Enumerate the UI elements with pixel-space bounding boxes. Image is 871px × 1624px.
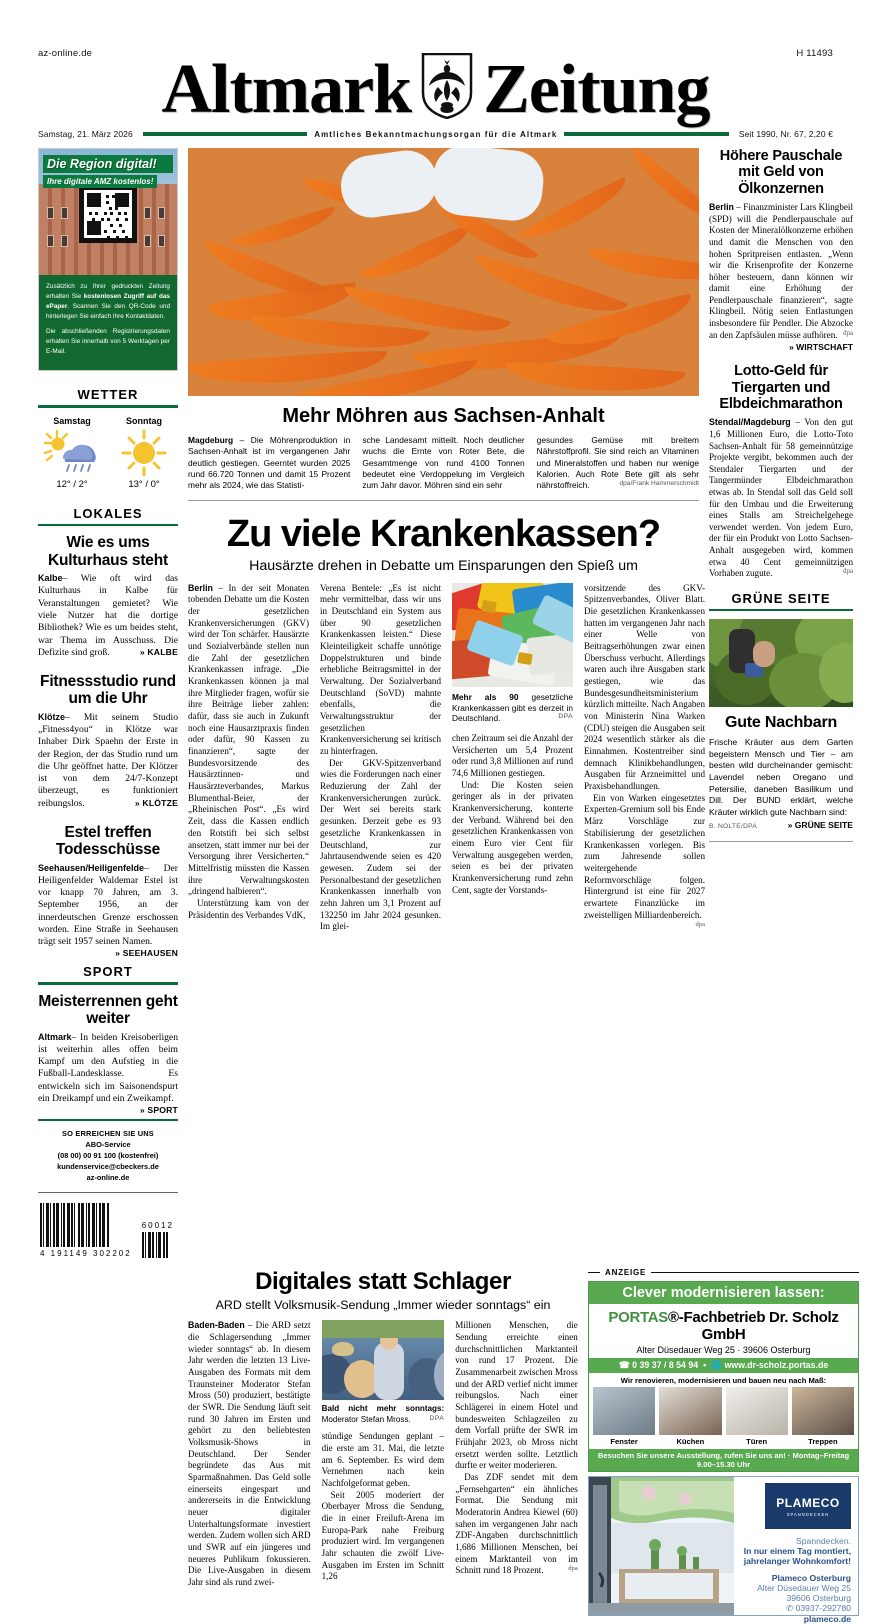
teaser-pendlerpauschale[interactable] xyxy=(709,148,853,352)
promo-subheadline: Ihre digitale AMZ kostenlos! xyxy=(43,175,157,188)
teaser-place: Kalbe xyxy=(38,573,63,584)
teaser-title: Wie es ums Kulturhaus steht xyxy=(48,534,168,569)
teaser-title: Lotto-Geld für Tiergarten und Elbdeichmarathon xyxy=(719,363,843,412)
main-col-4 xyxy=(584,583,705,933)
gruene-seite-heading: GRÜNE SEITE xyxy=(731,590,831,606)
portas-thumbnails xyxy=(589,1387,858,1435)
main-article-subtitle: Hausärzte drehen in Debatte um Einsparungen den Spieß um xyxy=(249,557,638,574)
health-insurance-cards-photo xyxy=(452,583,573,687)
label-treppen: Treppen xyxy=(808,1437,838,1447)
plameco-name: Plameco Osterburg xyxy=(771,1573,851,1584)
bottom-col-1 xyxy=(188,1320,311,1588)
teaser-lotto-geld[interactable] xyxy=(709,363,853,579)
caption-text: Moderator Stefan Mross. xyxy=(321,1414,411,1424)
portas-web[interactable]: www.dr-scholz.portas.de xyxy=(724,1360,829,1371)
contact-block xyxy=(38,1128,178,1184)
bottom-article-title: Digitales statt Schlager xyxy=(255,1268,511,1296)
weather-heading: WETTER xyxy=(77,387,139,403)
contact-divider xyxy=(38,1192,178,1193)
lokales-rule xyxy=(38,524,178,527)
promo-text-2: Die abschließenden Registrierungsdaten erhalten Sie innerhalb von 5 Werktagen per E-Mail. xyxy=(46,327,170,355)
teaser-title: Fitnessstudio rund um die Uhr xyxy=(40,673,176,708)
barcode-digits: 4 191149 302202 xyxy=(40,1249,132,1259)
contact-heading: SO ERREICHEN SIE UNS xyxy=(62,1128,154,1138)
main-credit: dpa xyxy=(695,921,705,929)
plameco-phone-number[interactable]: 03937-292780 xyxy=(795,1603,851,1614)
weather-widget[interactable] xyxy=(38,416,178,490)
promo-body xyxy=(39,275,177,370)
anzeige-line-left xyxy=(588,1272,600,1273)
plameco-line3: jahrelanger Wohnkomfort! xyxy=(743,1556,851,1567)
main-col-3 xyxy=(452,583,573,933)
ean-addon-barcode xyxy=(142,1232,174,1258)
plameco-logo-text: PLAMECO xyxy=(776,1495,840,1510)
teaser-place: Berlin xyxy=(709,202,734,213)
main-article-body xyxy=(188,582,705,933)
plameco-line1: Spanndecken. xyxy=(796,1536,851,1547)
teaser-body: – Mit seinem Studio „Fitness4you“ in Klötze war Inhaber Dirk Spaehn der Erste in der Region, der das Studio rund um die Uhr geöffnet hatte. Der Klötzer ist von dem 24/7-Konzept überzeugt, es funktioniert reibungslos. xyxy=(38,711,178,809)
phone-icon: ✆ xyxy=(785,1603,794,1614)
teaser-ref[interactable]: » WIRTSCHAFT xyxy=(789,342,853,353)
teaser-ref[interactable]: » KLÖTZE xyxy=(134,797,178,808)
bottom-article xyxy=(188,1268,578,1616)
issue-info: Seit 1990, Nr. 67, 2,20 € xyxy=(738,129,833,139)
bottom-text-3b xyxy=(455,1472,578,1577)
bottom-col-3 xyxy=(455,1320,578,1588)
main-col-1 xyxy=(188,583,309,933)
teaser-place: Seehausen/Heiligenfelde xyxy=(38,862,145,873)
lead-article-title: Mehr Möhren aus Sachsen-Anhalt xyxy=(282,405,605,427)
right-column-divider xyxy=(709,841,853,842)
teaser-body: – In beiden Kreisoberligen ist weiterhin alles offen beim Kampf um den Aufstieg in die Fußball-Landesklasse. Es entwickeln sich im Saisonendspurt ein Dreikampf und ein Zweikampf. xyxy=(38,1031,178,1104)
portas-footer: Besuchen Sie unsere Ausstellung, rufen Sie uns an! · Montag–Freitag 9.00–15.30 Uhr xyxy=(589,1449,858,1471)
teaser-body: – Von den gut 1,6 Millionen Euro, die Lotto-Toto Sachsen-Anhalt für 58 gemeinnützige Projekte vergibt, bekommen auch der Stendaler Tiergarten und der Tangermünder Elbdeichmarathon etwas ab. In Stendal soll das Geld soll für den Umbau und die Erweiterung eines Stalls am Streichelgehege verwendet werden. Von jedem Euro, der für ein Produkt von Lotto Sachsen-Anhalt ausgegeben wird, kommen etwa 40 Cent gemeinnützigen Vorhaben zugute. xyxy=(709,417,853,579)
bottom-col-2 xyxy=(322,1320,445,1588)
promo-text-1a: Zusätzlich zu Ihrer gedruckten Zeitung erhalten Sie xyxy=(46,283,170,300)
plameco-ad[interactable] xyxy=(588,1476,859,1624)
teaser-estel[interactable] xyxy=(38,823,178,959)
weather-day-saturday[interactable] xyxy=(38,416,106,490)
label-fenster: Fenster xyxy=(610,1437,638,1447)
contact-email[interactable]: kundenservice@cbeckers.de xyxy=(57,1162,159,1172)
portas-phone[interactable]: 0 39 37 / 8 54 94 xyxy=(632,1360,699,1371)
main-text-2b: Der GKV-Spitzenverband wies die Forderungen nach einer Reduzierung der Zahl der Krankenversicherungen zurück. Der Wert sei bereits stark gesunken. Derzeit gebe es 93 gesetzliche Krankenkassen in Deutschland, zur Jahrtausendwende seien es 420 gewesen. Zudem sei der Personalbestand der gesetzlichen Krankenkassen innerhalb von zehn Jahren um 3,1 Prozent auf 132250 im Jahr 2024 gesunken. Im glei- xyxy=(320,757,441,932)
weather-rule xyxy=(38,405,178,408)
main-article-title: Zu viele Krankenkassen? xyxy=(226,512,661,555)
publication-code: H 11493 xyxy=(796,48,833,59)
portas-slogan: Wir renovieren, modernisieren und bauen neu nach Maß: xyxy=(620,1376,827,1386)
caption-lead: Bald nicht mehr sonntags: xyxy=(321,1404,445,1414)
label-kuechen: Küchen xyxy=(676,1437,705,1447)
epaper-promo-ad[interactable] xyxy=(38,148,178,371)
portas-brand xyxy=(589,1304,858,1345)
teaser-ref[interactable]: » SEEHAUSEN xyxy=(115,948,178,959)
lead-article-body xyxy=(188,435,699,492)
globe-icon: 🌐 xyxy=(711,1360,723,1371)
lead-place: Magdeburg xyxy=(188,435,234,445)
bottom-text-1: – Die ARD setzt die Schlagersendung „Immer wieder sonntags“ ab. In diesem Jahr werden die letzten 13 Live-Ausgaben des Formats mit dem Traunsteiner Moderator Stefan Mross (50) produziert, bestätigte der SWR. Die Sendung läuft seit rund 30 Jahren im Ersten und gehört zu den beliebtesten Volksmusik-Shows in Deutschland. Der Sender begründete das Aus mit Sparmaßnahmen. Das Geld solle einerseits eingespart und andererseits in die Entwicklung neuer digitaler Unterhaltungsformate investiert werden. Zudem wollen sich ARD und SWR auf ein jüngeres und neueres Publikum fokussieren. Die Live-Ausgaben in diesem Jahr sind als rund zwei- xyxy=(188,1320,311,1588)
promo-text-1c: . Scannen Sie den QR-Code und hinterlegen Sie einfach Ihre Kontaktdaten. xyxy=(46,302,170,320)
plameco-logo xyxy=(765,1483,851,1529)
lead-divider xyxy=(188,500,699,501)
anzeige-label: ANZEIGE xyxy=(605,1268,647,1278)
plameco-line2: In nur einem Tag montiert, xyxy=(743,1546,851,1557)
bottom-photo-caption xyxy=(322,1404,445,1425)
sport-rule xyxy=(38,982,178,985)
caption-lead: Mehr als 90 xyxy=(452,691,519,702)
weather-day-name: Sonntag xyxy=(126,415,162,426)
masthead-title-left: Altmark xyxy=(161,50,412,128)
promo-text-1b: kostenlosen Zugriff auf das ePaper xyxy=(46,292,170,310)
main-text-1b: Unterstützung kam von der Präsidentin des Verbandes VdK, xyxy=(188,897,309,920)
rule-left xyxy=(143,132,307,136)
right-column xyxy=(709,148,853,1258)
teaser-kulturhaus[interactable] xyxy=(38,534,178,659)
main-place: Berlin xyxy=(188,582,213,593)
barcode-area xyxy=(38,1203,178,1258)
lead-text-3: gesundes Gemüse mit breitem Nährstoffprofil. Sie sind reich an Vitaminen und Mineralstoffen und haben nur wenige Kalorien. Auch Rote Bete gilt als sehr nährstoffreich. xyxy=(536,435,699,491)
tagline-wrap xyxy=(143,130,729,139)
teaser-credit: B. NOLTE/DPA xyxy=(709,823,758,831)
teaser-ref[interactable]: » GRÜNE SEITE xyxy=(787,820,853,831)
prussian-eagle-crest-icon xyxy=(421,53,473,119)
bottom-article-subtitle: ARD stellt Volksmusik-Sendung „Immer wieder sonntags“ ein xyxy=(215,1298,551,1313)
sport-heading: SPORT xyxy=(83,964,133,980)
portas-ad[interactable] xyxy=(588,1281,859,1472)
left-column xyxy=(38,148,178,1258)
teaser-place: Altmark xyxy=(38,1031,72,1042)
bottom-place: Baden-Baden xyxy=(188,1320,245,1331)
lead-credit: dpa/Frank Hammerschmidt xyxy=(619,480,699,488)
portas-brand-rest: ®-Fachbetrieb Dr. Scholz GmbH xyxy=(668,1309,839,1344)
plameco-web[interactable]: plameco.de xyxy=(803,1614,851,1624)
lead-col-3 xyxy=(537,435,699,492)
masthead-title xyxy=(38,50,833,128)
lead-col-2: sche Landesamt mitteilt. Noch deutlicher wuchs die Ernte von Roter Bete, die Gesamtmenge von rund 4100 Tonnen bedeutet eine Verdoppelung im Vergleich zum Jahr davor. Möhren sind ein sehr xyxy=(362,435,525,491)
anzeige-label-row xyxy=(588,1268,859,1277)
masthead xyxy=(38,50,833,139)
bottom-credit: dpa xyxy=(568,1565,578,1573)
main-text-4b xyxy=(584,792,705,929)
teaser-body: – Der Heiligenfelder Waldemar Estel ist vor knapp 70 Jahren, am 3. September 1956, an der innerdeutschen Grenze erschossen worden. Eine Straße in Seehausen trägt seit 1957 seinen Namen. xyxy=(38,862,178,948)
label-tueren: Türen xyxy=(746,1437,768,1447)
weather-temp: 12° / 2° xyxy=(56,478,88,490)
teaser-ref[interactable]: » KALBE xyxy=(139,646,178,657)
teaser-title: Gute Nachbarn xyxy=(724,714,838,732)
main-text-2a: Verena Bentele: „Es ist nicht mehr vermittelbar, dass wir uns in Deutschland ein System aus über 90 gesetzlichen Krankenkassen leisten.“ Diese Kleinteiligkeit schaffe unnötige Doppelstrukturen und binde erhebliche Beitragsmittel in der Verwaltung. Der Sozialverband Deutschland (SoVD) mahnte ebenfalls, die Verwaltungsstruktur der gesetzlichen Krankenversicherung sei kritisch zu hinterfragen. xyxy=(320,582,441,757)
anzeige-line-right xyxy=(651,1272,859,1273)
main-text-3b: Und: Die Kosten seien geringer als in der privaten Krankenversicherung, konterte der Verband. Während bei den gesetzlichen Krankenkassen von einem Euro vier Cent für Verwaltung ausgegeben werden, seien es bei der privaten Krankenversicherung rund zehn Cent, sagte der Vorstands- xyxy=(452,779,573,895)
sun-cloud-rain-icon xyxy=(38,429,106,477)
portas-contact[interactable]: ☎ 0 39 37 / 8 54 94 • 🌐 www.dr-scholz.portas.de xyxy=(589,1358,858,1373)
teaser-title: Estel treffen Todesschüsse xyxy=(55,823,161,859)
teaser-meisterrennen[interactable] xyxy=(38,992,178,1116)
bottom-left-spacer xyxy=(38,1268,178,1616)
weather-day-sunday[interactable] xyxy=(110,416,178,490)
stefan-mross-photo xyxy=(322,1320,445,1400)
plameco-text-panel xyxy=(734,1477,858,1624)
main-text-4b-body: Ein von Warken eingesetztes Experten-Gremium soll bis Ende März Vorschläge zur Stabilisierung der gesetzlichen Krankenkassen vorlegen. Bis zum Jahresende sollen weitergehende Reformvorschläge folgen. Hintergrund ist eine für 2027 erwartete Finanzlücke im zweistelligen Milliardenbereich. xyxy=(584,792,705,920)
teaser-gute-nachbarn[interactable] xyxy=(709,714,853,830)
teaser-fitnessstudio[interactable] xyxy=(38,673,178,810)
bottom-text-2b: Seit 2005 moderiert der Oberbayer Mross die Sendung, die in einer Freiluft-Arena im Europa-Park nahe Freiburg produziert wird. Im vergangenen Jahr schauten die zwölf Live-Ausgaben im Ersten im Schnitt 1,26 xyxy=(321,1489,445,1582)
thumb-tueren xyxy=(726,1387,788,1435)
herb-garden-photo xyxy=(709,619,853,707)
plameco-address1: Alter Düsedauer Weg 25 xyxy=(757,1583,851,1594)
main-text-4a: vorsitzende des GKV-Spitzenverbandes, Oliver Blatt. Die gesetzlichen Krankenkassen hatten im vergangenen Jahr nach einer Welle von Beitragserhöhungen zwar einen Überschuss verbucht. Allerdings waren auch ihre Ausgaben stark gestiegen, wie das Bundesgesundheitsministerium kürzlich mitteilte. Nach Angaben von Ministerin Nina Warken (CDU) steigen die Ausgaben seit 2024 wesentlich stärker als die Einnahmen. Kostentreiber sind demnach Klinikbehandlungen, Ausgaben für Arzneimittel und Praxisbehandlungen. xyxy=(584,582,705,792)
caption-text: gesetzliche Krankenkassen gibt es derzeit in Deutschland. xyxy=(452,691,573,724)
teaser-body: Frische Kräuter aus dem Garten begeistern Mensch und Tier – am besten wild durcheinander gemischt: Lavendel neben Oregano und Petersilie, daneben Basilikum und Dill. Der BUND erklärt, welche Kräuter wirklich gute Nachbarn sind: xyxy=(709,737,853,817)
contact-phone[interactable]: (08 00) 00 91 100 (kostenfrei) xyxy=(57,1150,159,1160)
contact-rule xyxy=(38,1119,178,1121)
promo-building-photo xyxy=(39,149,177,275)
rule-right xyxy=(564,132,728,136)
promo-headline: Die Region digital! xyxy=(43,155,173,173)
carrots-photo xyxy=(188,148,699,396)
plameco-address2: 39606 Osterburg xyxy=(786,1593,851,1604)
bottom-article-body xyxy=(188,1320,578,1588)
weather-temp: 13° / 0° xyxy=(128,478,160,490)
contact-service: ABO-Service xyxy=(85,1139,131,1149)
bottom-text-2a: stündige Sendungen geplant – die erste am 31. Mai, die letzte am 6. September. Es wird dem Vernehmen nach kein Nachfolgeformat geben. xyxy=(321,1431,445,1489)
teaser-place: Stendal/Magdeburg xyxy=(709,417,791,428)
masthead-title-right: Zeitung xyxy=(483,50,710,128)
portas-category-labels xyxy=(589,1435,858,1449)
lokales-heading: LOKALES xyxy=(73,505,143,521)
lead-text-1: – Die Möhrenproduktion in Sachsen-Anhalt ist im vergangenen Jahr deutlich gestiegen. Geerntet wurden 2025 rund 66.720 Tonnen und damit 15 Prozent mehr als 2024, wie das Statisti- xyxy=(188,435,351,491)
teaser-credit: dpa xyxy=(843,568,853,576)
masthead-tagline: Amtliches Bekanntmachungsorgan für die Altmark xyxy=(314,129,558,139)
qr-code[interactable] xyxy=(79,185,137,243)
main-text-3a: chen Zeitraum sei die Anzahl der Versicherten um 5,4 Prozent oder rund 3,8 Millionen auf rund 74,6 Millionen gestiegen. xyxy=(452,733,573,779)
caption-credit: DPA xyxy=(429,1414,445,1422)
teaser-credit: dpa xyxy=(843,329,853,337)
caption-credit: DPA xyxy=(558,713,573,721)
gruene-seite-rule xyxy=(709,609,853,612)
bottom-text-3b-body: Das ZDF sendet mit dem „Fernsehgarten“ ein ähnliches Format. Die Sendung mit Moderatorin Andrea Kiewel (60) sahen im vergangenen Jahr nach ZDF-Angaben durchschnittlich 1,686 Millionen Menschen, bei einem Marktanteil von im Schnitt rund 18 Prozent. xyxy=(455,1472,578,1576)
plameco-phone[interactable] xyxy=(738,1603,851,1614)
advertising-column xyxy=(588,1268,859,1624)
teaser-body: – Finanzminister Lars Klingbeil (SPD) will die Pendlerpauschale auf Kosten der Mineralölkonzerne erhöhen und damit die Menschen von den hohen Spritpreisen entlasten. „Wenn wir die Krisenprofite der Konzerne höher besteuern, dann können wir damit eine Erhöhung der Pendlerpauschale finanzieren“, sagte Klingbeil. Nötig seien Entlastungen insbesondere für Pendler. Die Abzocke an den Zapfsäulen müsse aufhören. xyxy=(709,202,853,340)
phone-icon: ☎ xyxy=(618,1360,630,1371)
main-col-2 xyxy=(320,583,441,933)
bottom-text-3a: Millionen Menschen, die Sendung erreichte einen durchschnittlichen Marktanteil von rund 17 Prozent. Die Zusammenarbeit zwischen Mross und der ARD verlief nicht immer reibungslos. Nach einer Schlägerei in einem Hotel und bundesweiten Schlagzeilen zu dem Vorfall prüfte der SWR im Frühjahr 2023, ob Mross nicht ersetzt werden sollte. Letztlich durfte er weiter moderieren. xyxy=(455,1320,578,1471)
middle-column xyxy=(188,148,705,1258)
teaser-title: Höhere Pauschale mit Geld von Ölkonzernen xyxy=(719,148,843,197)
teaser-ref[interactable]: » SPORT xyxy=(139,1105,178,1116)
teaser-title: Meisterrennen geht weiter xyxy=(38,992,178,1028)
masthead-topbar xyxy=(38,0,833,59)
weather-day-name: Samstag xyxy=(53,415,91,426)
thumb-treppen xyxy=(792,1387,854,1435)
website-url[interactable]: az-online.de xyxy=(38,48,93,59)
portas-address: Alter Düsedauer Weg 25 · 39606 Osterburg xyxy=(636,1345,811,1356)
thumb-kuechen xyxy=(659,1387,721,1435)
main-grid xyxy=(38,148,853,1259)
main-photo-caption xyxy=(452,692,573,724)
barcode-addon-digits: 60012 xyxy=(141,1221,174,1231)
plameco-bathroom-photo xyxy=(589,1477,734,1615)
ean-barcode xyxy=(40,1203,132,1247)
lead-col-1 xyxy=(188,435,350,492)
portas-brand-name: PORTAS xyxy=(608,1309,669,1327)
main-text-1a: – In der seit Monaten tobenden Debatte um die Kosten der gesetzlichen Krankenversicherungen (GKV) wird der Ton schärfer. Hausärzte und Sozialverbände stellen nun die Zahl der gesetzlichen Krankenkassen infrage. „Die Krankenkassen können ja mal ihre Mitglieder fragen, wofür sie ihre Beiträge lieber zahlen: dafür, dass sie auch in Zukunft noch eine Hausarztpraxis finden oder dafür, 90 Kassen zu finanzieren“, sagte der Bundesvorsitzende des Hausärztinnen- und Hausärzteverbandes, Markus Blumenthal-Beier, der „Rheinischen Post“. „Es wird Zeit, dass die Kassen endlich den Rotstift bei sich selbst ansetzen, statt immer nur bei der Versorgung ihrer Versicherten.“ Mittelfristig müssten die Kassen ihre Verwaltungskosten „dringend halbieren“. xyxy=(188,582,310,897)
plameco-logo-sub: SPANNDECKEN xyxy=(786,1511,830,1517)
sun-icon xyxy=(110,429,178,477)
teaser-body: – Wie oft wird das Kulturhaus in Kalbe für Veranstaltungen gemietet? Wie viele Nutzer hat die dortige Bibliothek? Wie es um beides steht, war Thema im Ausschuss. Die Defizite sind groß. xyxy=(38,573,178,658)
bottom-row xyxy=(38,1268,851,1624)
thumb-fenster xyxy=(593,1387,655,1435)
issue-date: Samstag, 21. März 2026 xyxy=(38,129,133,139)
contact-web[interactable]: az-online.de xyxy=(86,1173,130,1183)
teaser-place: Klötze xyxy=(38,711,65,722)
portas-headline: Clever modernisieren lassen: xyxy=(589,1282,858,1304)
masthead-dateline xyxy=(38,129,833,139)
